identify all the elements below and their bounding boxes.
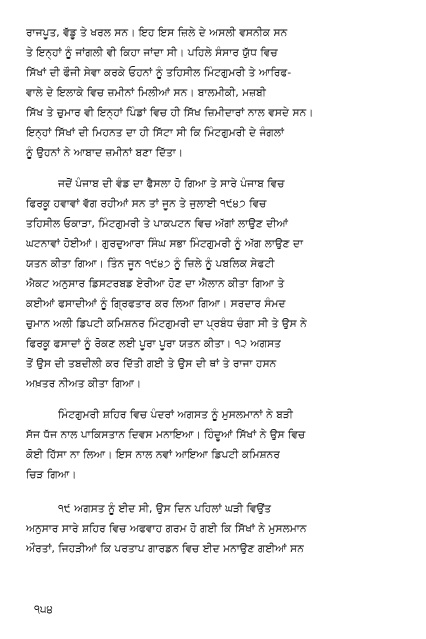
text-line: ਕਈਆਂ ਫਸਾਦੀਆਂ ਨੂੰ ਗ੍ਰਿਫਤਾਰ ਕਰ ਲਿਆ ਗਿਆ। ਸਰਦਾਰ ਸੰਮਦ: [26, 298, 286, 310]
text-line: ਅਖ਼ਤਰ ਨੀਅਤ ਕੀਤਾ ਗਿਆ।: [26, 378, 142, 390]
text-line: ਵਾਲੇ ਦੇ ਇਲਾਕੇ ਵਿਚ ਜ਼ਮੀਨਾਂ ਮਿਲੀਆਂ ਸਨ। ਬਾਲਮੀਕੀ, ਮਜ਼ਬੀ: [26, 87, 266, 99]
text-line: ਇਨ੍ਹਾਂ ਸਿੱਖਾਂ ਦੀ ਮਿਹਨਤ ਦਾ ਹੀ ਸਿੱਟਾ ਸੀ ਕਿ ਮਿੰਟਗੁਮਰੀ ਦੇ ਜੰਗਲਾਂ: [26, 127, 285, 139]
page-number: ੧੫੪: [34, 603, 53, 616]
text-line: ਅਨੁਸਾਰ ਸਾਰੇ ਸ਼ਹਿਰ ਵਿਚ ਅਫਵਾਹ ਗਰਮ ਹੋ ਗਈ ਕਿ ਸਿੱਖਾਂ ਨੇ ਮੁਸਲਮਾਨ: [26, 523, 307, 535]
text-line: ੧੯ ਅਗਸਤ ਨੂੰ ਈਦ ਸੀ, ਉਸ ਦਿਨ ਪਹਿਲਾਂ ਘੜੀ ਵਿਉਂਤ: [58, 503, 272, 515]
text-line: ਸਿੱਖਾਂ ਦੀ ਫੌਜੀ ਸੇਵਾ ਕਰਕੇ ਓਹਨਾਂ ਨੂੰ ਤਹਿਸੀਲ ਮਿੰਟਗੁਮਰੀ ਤੇ ਆਰਿਫ-: [26, 67, 292, 79]
text-line: ਚਿੜ ਗਿਆ।: [26, 469, 77, 481]
text-line: ਔਰਤਾਂ, ਜਿਹੜੀਆਂ ਕਿ ਪਰਤਾਪ ਗਾਰਡਨ ਵਿਚ ਈਦ ਮਨਾਉਣ ਗਈਆਂ ਸਨ: [26, 543, 304, 555]
text-line: ਤਹਿਸੀਲ ਓਕਾੜਾ, ਮਿੰਟਗੁਮਰੀ ਤੇ ਪਾਕਪਟਨ ਵਿਚ ਅੱਗਾਂ ਲਾਉਣ ਦੀਆਂ: [26, 218, 289, 230]
text-line: ਮਿੰਟਗੁਮਰੀ ਸ਼ਹਿਰ ਵਿਚ ਪੰਦਰਾਂ ਅਗਸਤ ਨੂੰ ਮੁਸਲਮਾਨਾਂ ਨੇ ਬੜੀ: [58, 409, 294, 421]
text-line: ਤੇ ਇਨ੍ਹਾਂ ਨੂੰ ਜਾਂਗਲੀ ਵੀ ਕਿਹਾ ਜਾਂਦਾ ਸੀ। ਪਹਿਲੇ ਸੰਸਾਰ ਯੁੱਧ ਵਿਚ: [26, 47, 278, 59]
text-line: ਐਕਟ ਅਨੁਸਾਰ ਡਿਸਟਰਬਡ ਏਰੀਆ ਹੋਣ ਦਾ ਐਲਾਨ ਕੀਤਾ ਗਿਆ ਤੇ: [26, 278, 285, 290]
text-line: ਤੋਂ ਉਸ ਦੀ ਤਬਦੀਲੀ ਕਰ ਦਿੱਤੀ ਗਈ ਤੇ ਉਸ ਦੀ ਥਾਂ ਤੇ ਰਾਜਾ ਹਸਨ: [26, 358, 277, 370]
text-line: ਨੂੰ ਉਹਨਾਂ ਨੇ ਆਬਾਦ ਜ਼ਮੀਨਾਂ ਬਣਾ ਦਿੱਤਾ।: [26, 147, 184, 159]
text-line: ਕੋਈ ਹਿੱਸਾ ਨਾ ਲਿਆ। ਇਸ ਨਾਲ ਨਵਾਂ ਆਇਆ ਡਿਪਟੀ ਕਮਿਸ਼ਨਰ: [26, 449, 280, 461]
text-line: ਫਿਰਕੂ ਹਵਾਵਾਂ ਵੱਗ ਰਹੀਆਂ ਸਨ ਤਾਂ ਜੂਨ ਤੇ ਜੁਲਾਈ ੧੯੪੭ ਵਿਚ: [26, 198, 267, 210]
text-line: ਜਦੋਂ ਪੰਜਾਬ ਦੀ ਵੰਡ ਦਾ ਫੈਸਲਾ ਹੋ ਗਿਆ ਤੇ ਸਾਰੇ ਪੰਜਾਬ ਵਿਚ: [58, 178, 285, 190]
text-line: ਸਿੱਖ ਤੇ ਚੁਮਾਰ ਵੀ ਇਨ੍ਹਾਂ ਪਿੰਡਾਂ ਵਿਚ ਹੀ ਸਿੱਖ ਜ਼ਿਮੀਦਾਰਾਂ ਨਾਲ ਵਸਦੇ ਸਨ।: [26, 107, 314, 119]
text-line: ਘਟਨਾਵਾਂ ਹੋਈਆਂ। ਗੁਰਦੁਆਰਾ ਸਿੰਘ ਸਭਾ ਮਿੰਟਗੁਮਰੀ ਨੂੰ ਅੱਗ ਲਾਉਣ ਦਾ: [26, 238, 304, 250]
text-line: ਯਤਨ ਕੀਤਾ ਗਿਆ। ਤਿੰਨ ਜੂਨ ੧੯੪੭ ਨੂੰ ਜ਼ਿਲੇ ਨੂੰ ਪਬਲਿਕ ਸੇਫਟੀ: [26, 258, 275, 270]
text-line: ਫਿਰਕੂ ਫਸਾਦਾਂ ਨੂੰ ਰੋਕਣ ਲਈ ਪੂਰਾ ਪੂਰਾ ਯਤਨ ਕੀਤਾ। ੧੨ ਅਗਸਤ: [26, 338, 281, 350]
text-line: ਚੁਮਾਨ ਅਲੀ ਡਿਪਟੀ ਕਮਿਸ਼ਨਰ ਮਿੰਟਗੁਮਰੀ ਦਾ ਪ੍ਰਬੰਧ ਚੰਗਾ ਸੀ ਤੇ ਉਸ ਨੇ: [26, 318, 307, 330]
text-line: ਰਾਜਪੂਤ, ਵੱਡੂ ਤੇ ਖਰਲ ਸਨ। ਇਹ ਇਸ ਜ਼ਿਲੇ ਦੇ ਅਸਲੀ ਵਸਨੀਕ ਸਨ: [26, 27, 288, 39]
text-line: ਸੱਜ ਧੱਜ ਨਾਲ ਪਾਕਿਸਤਾਨ ਦਿਵਸ ਮਨਾਇਆ। ਹਿੰਦੂਆਂ ਸਿੱਖਾਂ ਨੇ ਉਸ ਵਿਚ: [26, 429, 306, 441]
